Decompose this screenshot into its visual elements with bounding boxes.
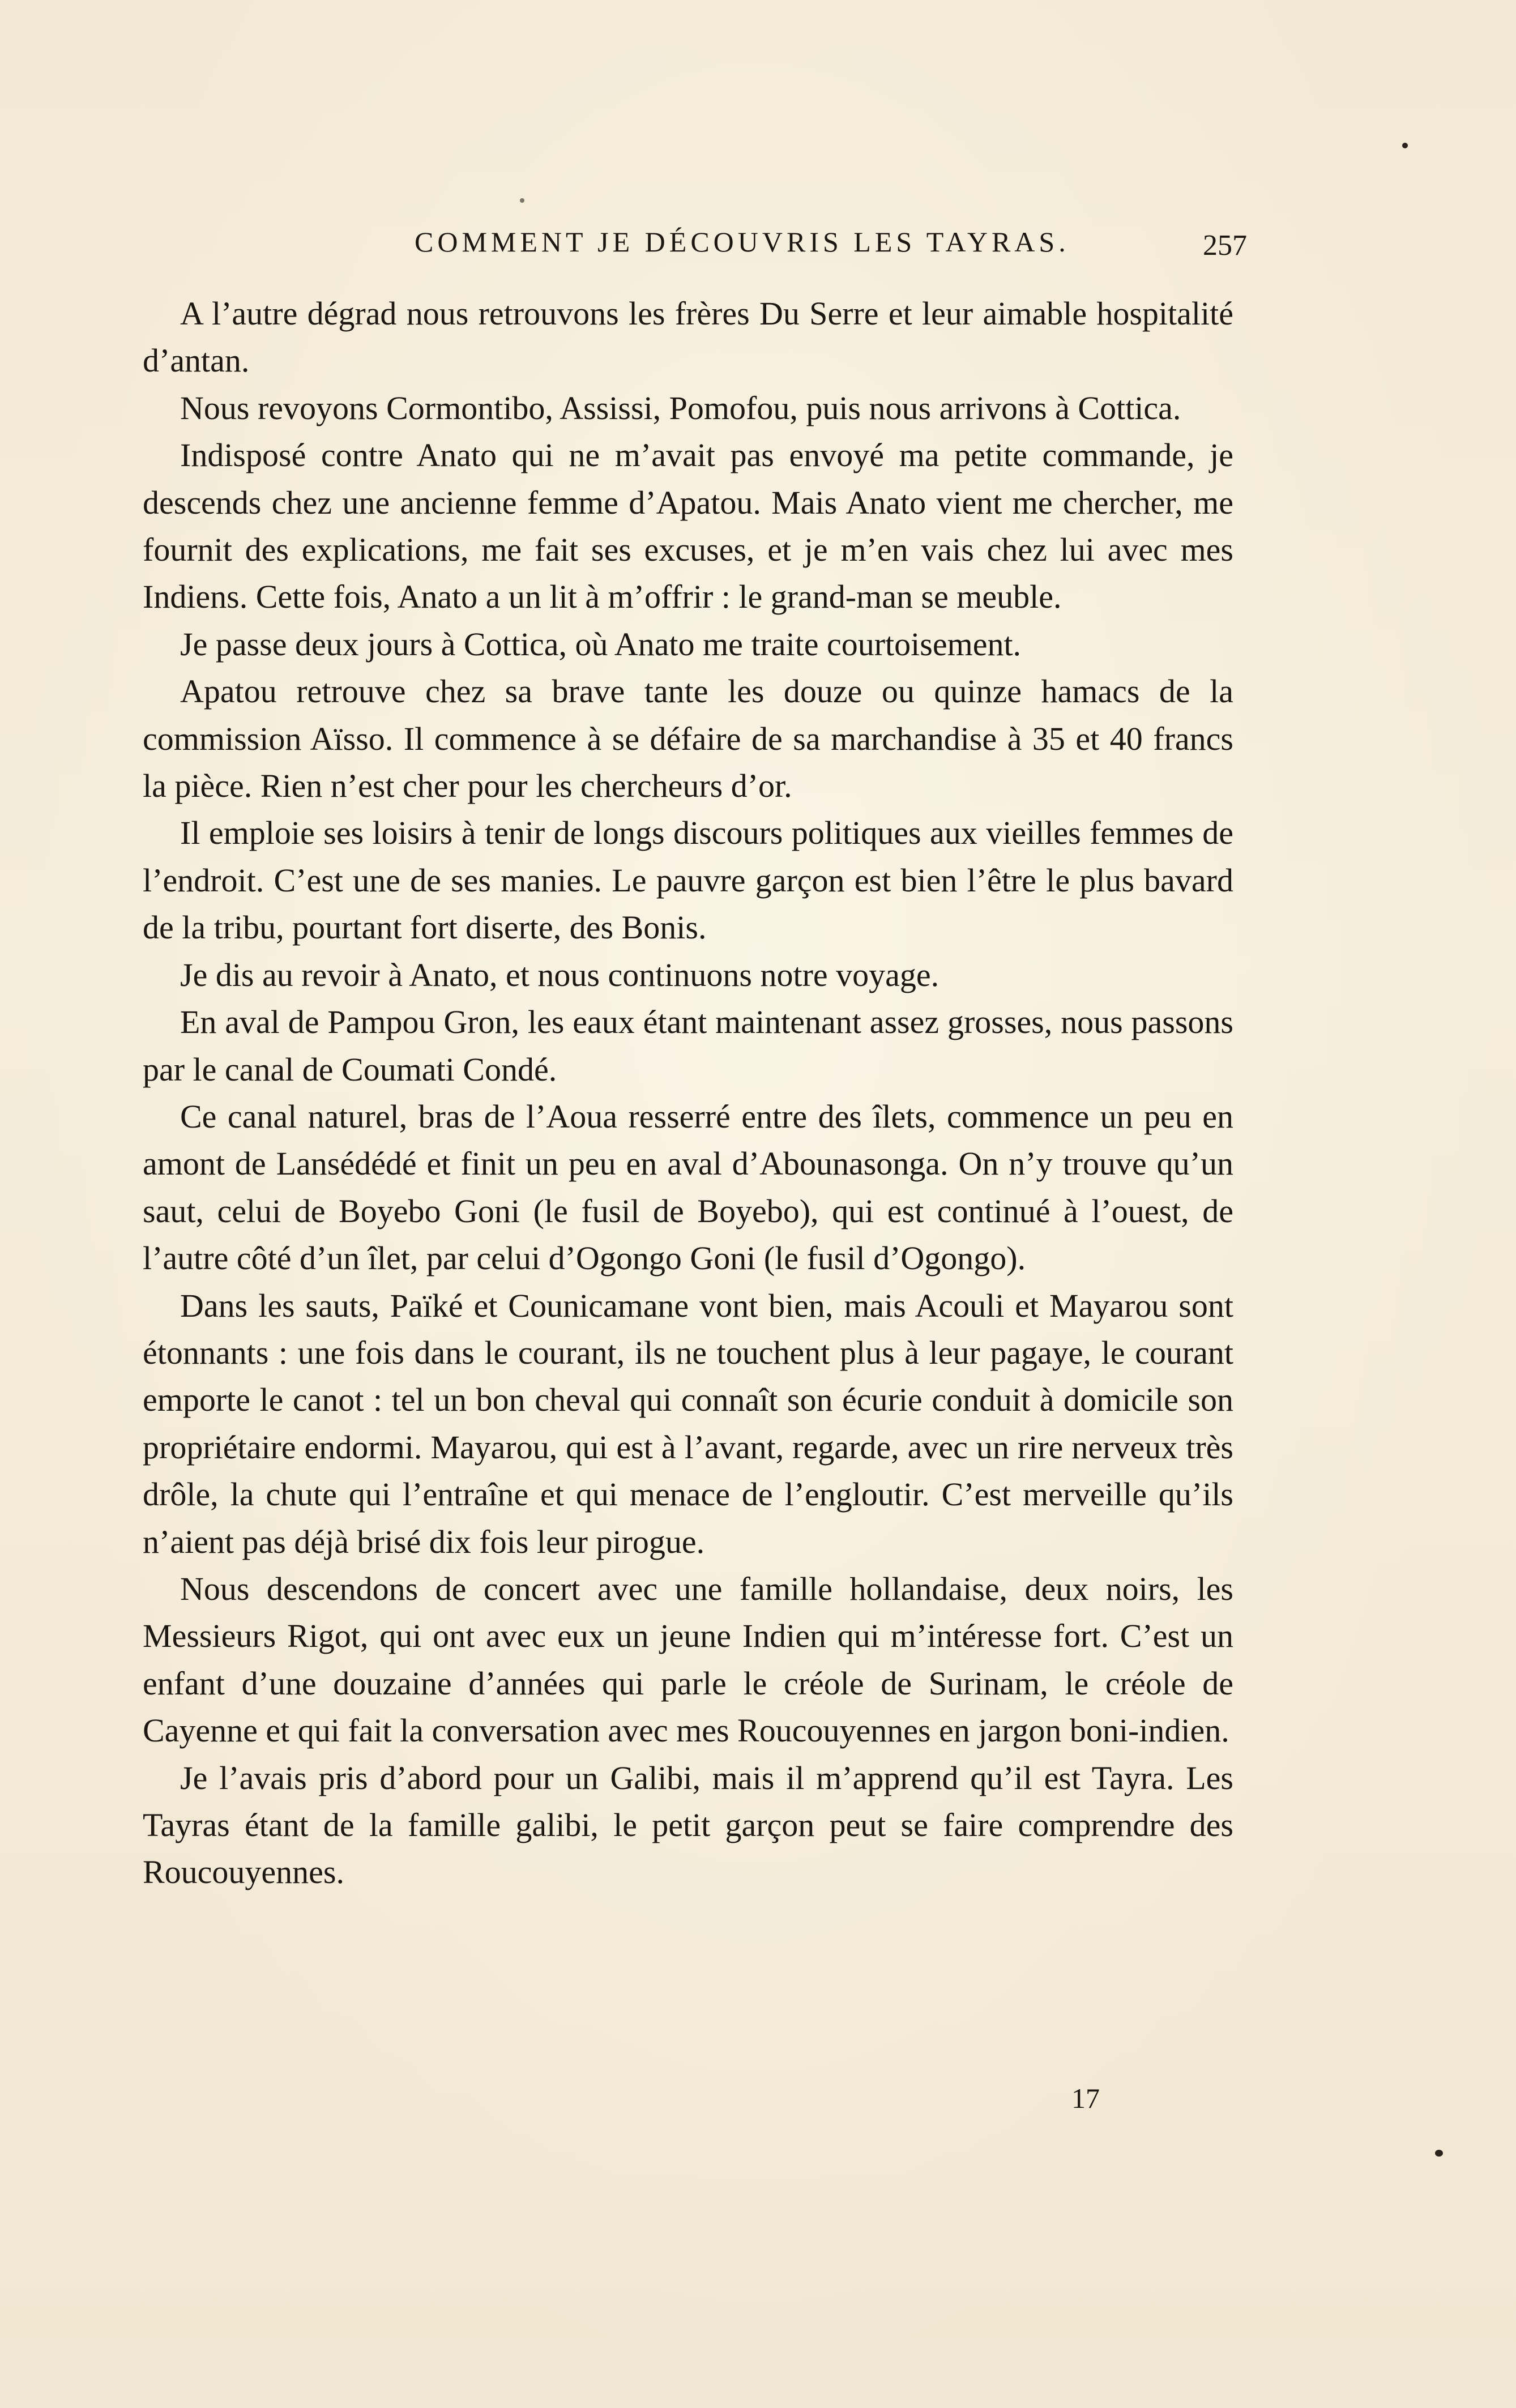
ink-speck xyxy=(1435,2150,1443,2157)
paragraph: Ce canal naturel, bras de l’Aoua resserré entre des îlets, commence un peu en amont de Lansédédé et finit un peu en aval d’Abounasonga. On n’y trouve qu’un saut, celui de Boyebo Goni (le fusil de Boyebo), qui est continué à l’ouest, de l’autre côté d’un îlet, par celui d’Ogongo Goni (le fusil d’Ogongo). xyxy=(143,1098,1233,1277)
body-text xyxy=(143,290,1233,1896)
running-title: COMMENT JE DÉCOUVRIS LES TAYRAS. xyxy=(415,226,1070,258)
paragraph: En aval de Pampou Gron, les eaux étant maintenant assez grosses, nous passons par le canal de Coumati Condé. xyxy=(143,1004,1233,1088)
ink-speck xyxy=(520,198,524,203)
ink-speck xyxy=(1402,143,1408,148)
paragraph: Je passe deux jours à Cottica, où Anato me traite courtoisement. xyxy=(180,625,1022,663)
paragraph: A l’autre dégrad nous retrouvons les frères Du Serre et leur aimable hospitalité d’antan. xyxy=(143,295,1233,379)
page-header xyxy=(415,225,1247,276)
page-number: 257 xyxy=(1203,229,1247,262)
paragraph: Nous descendons de concert avec une famille hollandaise, deux noirs, les Messieurs Rigot, qui ont avec eux un jeune Indien qui m’intéresse fort. C’est un enfant d’une douzaine d’années qui parle le créole de Surinam, le créole de Cayenne et qui fait la conversation avec mes Roucouyennes en jargon boni-indien. xyxy=(143,1570,1233,1749)
signature-mark: 17 xyxy=(1071,2082,1100,2114)
paragraph: Je l’avais pris d’abord pour un Galibi, mais il m’apprend qu’il est Tayra. Les Tayras étant de la famille galibi, le petit garçon peut se faire comprendre des Roucouyennes. xyxy=(143,1759,1233,1891)
paragraph: Je dis au revoir à Anato, et nous continuons notre voyage. xyxy=(180,956,940,993)
paragraph: Nous revoyons Cormontibo, Assissi, Pomofou, puis nous arrivons à Cottica. xyxy=(180,389,1181,426)
paragraph: Dans les sauts, Païké et Counicamane vont bien, mais Acouli et Mayarou sont étonnants : une fois dans le courant, ils ne touchent plus à leur pagaye, le courant emporte le canot : tel un bon cheval qui connaît son écurie conduit à domicile son propriétaire endormi. Mayarou, qui est à l’avant, regarde, avec un rire nerveux très drôle, la chute qui l’entraîne et qui menace de l’engloutir. C’est merveille qu’ils n’aient pas déjà brisé dix fois leur pirogue. xyxy=(143,1287,1233,1560)
paragraph: Il emploie ses loisirs à tenir de longs discours politiques aux vieilles femmes de l’endroit. C’est une de ses manies. Le pauvre garçon est bien l’être le plus bavard de la tribu, pourtant fort diserte, des Bonis. xyxy=(143,814,1233,946)
paragraph: Indisposé contre Anato qui ne m’avait pas envoyé ma petite commande, je descends chez une ancienne femme d’Apatou. Mais Anato vient me chercher, me fournit des explications, me fait ses excuses, et je m’en vais chez lui avec mes Indiens. Cette fois, Anato a un lit à m’offrir : le grand-man se meuble. xyxy=(143,437,1233,616)
paragraph: Apatou retrouve chez sa brave tante les douze ou quinze hamacs de la commission Aïsso. Il commence à se défaire de sa marchandise à 35 et 40 francs la pièce. Rien n’est cher pour les chercheurs d’or. xyxy=(143,673,1233,805)
